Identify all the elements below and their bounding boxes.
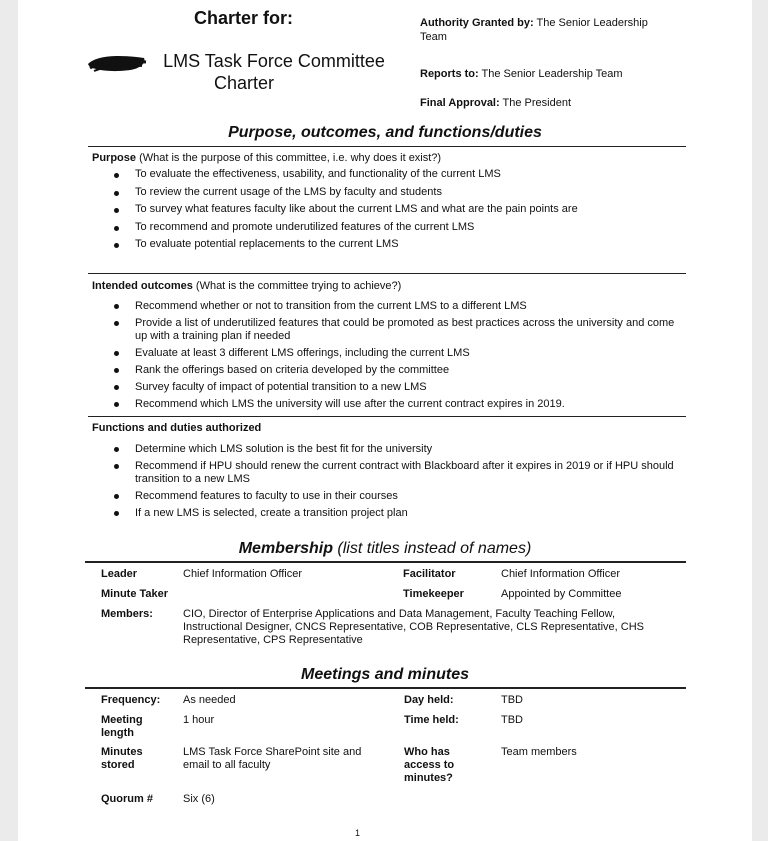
leader-value: Chief Information Officer — [183, 568, 303, 580]
reports-value: The Senior Leadership Team — [481, 68, 623, 80]
outcomes-label: Intended outcomes — [92, 280, 193, 292]
timekeeper-label: Timekeeper — [403, 588, 464, 600]
list-item: Recommend features to faculty to use in their courses — [135, 490, 675, 503]
charter-for-label: Charter for: — [194, 8, 294, 28]
purpose-list — [135, 166, 675, 254]
list-item: To review the current usage of the LMS by faculty and students — [135, 184, 675, 202]
final-approval — [420, 96, 571, 110]
divider — [88, 146, 686, 147]
committee-title: LMS Task Force Committee Charter — [163, 51, 385, 93]
purpose-heading: Purpose, outcomes, and functions/duties — [228, 124, 542, 141]
list-item: Provide a list of underutilized features that could be promoted as best practices across the university and come up with a training plan if needed — [135, 317, 675, 343]
purpose-hint: (What is the purpose of this committee, i.e. why does it exist?) — [139, 152, 442, 164]
access-label: Who has access to minutes? — [404, 746, 455, 784]
functions-label: Functions and duties authorized — [92, 422, 262, 434]
leader-label: Leader — [101, 568, 138, 580]
authority-granted — [420, 16, 670, 44]
list-item: To evaluate potential replacements to the current LMS — [135, 236, 675, 254]
meetings-heading: Meetings and minutes — [300, 666, 470, 683]
approval-value: The President — [502, 97, 571, 109]
functions-list — [135, 443, 675, 524]
list-item: Rank the offerings based on criteria developed by the committee — [135, 364, 675, 377]
meeting-length-label: Meeting length — [101, 714, 143, 739]
day-held-value: TBD — [501, 694, 523, 706]
quorum-label: Quorum # — [101, 793, 153, 805]
functions-label-row — [92, 422, 261, 434]
divider — [85, 561, 686, 563]
list-item: Survey faculty of impact of potential transition to a new LMS — [135, 381, 675, 394]
quorum-value: Six (6) — [183, 793, 215, 805]
members-label: Members: — [101, 608, 153, 620]
facilitator-label: Facilitator — [403, 568, 456, 580]
minute-taker-label: Minute Taker — [101, 588, 169, 600]
membership-heading: Membership (list titles instead of names) — [238, 540, 532, 557]
outcomes-label-row — [92, 280, 401, 292]
document-page — [18, 0, 752, 841]
reports-label: Reports to: — [420, 68, 479, 80]
divider — [88, 273, 686, 274]
timekeeper-value: Appointed by Committee — [501, 588, 622, 600]
list-item: To evaluate the effectiveness, usability, and functionality of the current LMS — [135, 166, 675, 184]
facilitator-value: Chief Information Officer — [501, 568, 621, 580]
meeting-length-value: 1 hour — [183, 714, 215, 726]
frequency-value: As needed — [183, 694, 236, 706]
frequency-label: Frequency: — [101, 694, 161, 706]
list-item: Recommend whether or not to transition from the current LMS to a different LMS — [135, 300, 675, 313]
list-item: To survey what features faculty like about the current LMS and what are the pain points are — [135, 201, 675, 219]
authority-label: Authority Granted by: — [420, 17, 534, 29]
minutes-stored-label: Minutes stored — [101, 746, 143, 771]
reports-to — [420, 67, 623, 81]
purpose-label-row — [92, 152, 441, 164]
time-held-value: TBD — [501, 714, 523, 726]
list-item: Recommend which LMS the university will use after the current contract expires in 2019. — [135, 398, 675, 411]
page-number: 1 — [355, 828, 361, 838]
day-held-label: Day held: — [404, 694, 454, 706]
divider — [88, 416, 686, 417]
list-item: If a new LMS is selected, create a transition project plan — [135, 507, 675, 520]
list-item: To recommend and promote underutilized features of the current LMS — [135, 219, 675, 237]
purpose-label: Purpose — [92, 152, 137, 164]
access-value: Team members — [501, 746, 577, 758]
minutes-stored-value: LMS Task Force SharePoint site and email to all faculty — [183, 746, 362, 771]
outcomes-hint: (What is the committee trying to achieve?) — [195, 280, 402, 292]
divider — [85, 687, 686, 689]
outcomes-list — [135, 300, 675, 415]
list-item: Recommend if HPU should renew the current contract with Blackboard after it expires in 2019 or if HPU should transition to a new LMS — [135, 460, 675, 486]
time-held-label: Time held: — [404, 714, 459, 726]
list-item: Determine which LMS solution is the best fit for the university — [135, 443, 675, 456]
members-value: CIO, Director of Enterprise Applications and Data Management, Faculty Teaching Fellow, Instructional Designer, CNCS Representative, COB Representative, CLS Representative, CHS Representative, CPS Representative — [183, 608, 644, 646]
approval-label: Final Approval: — [420, 97, 500, 109]
authority-value: The Senior Leadership Team — [420, 17, 648, 43]
list-item: Evaluate at least 3 different LMS offerings, including the current LMS — [135, 347, 675, 360]
